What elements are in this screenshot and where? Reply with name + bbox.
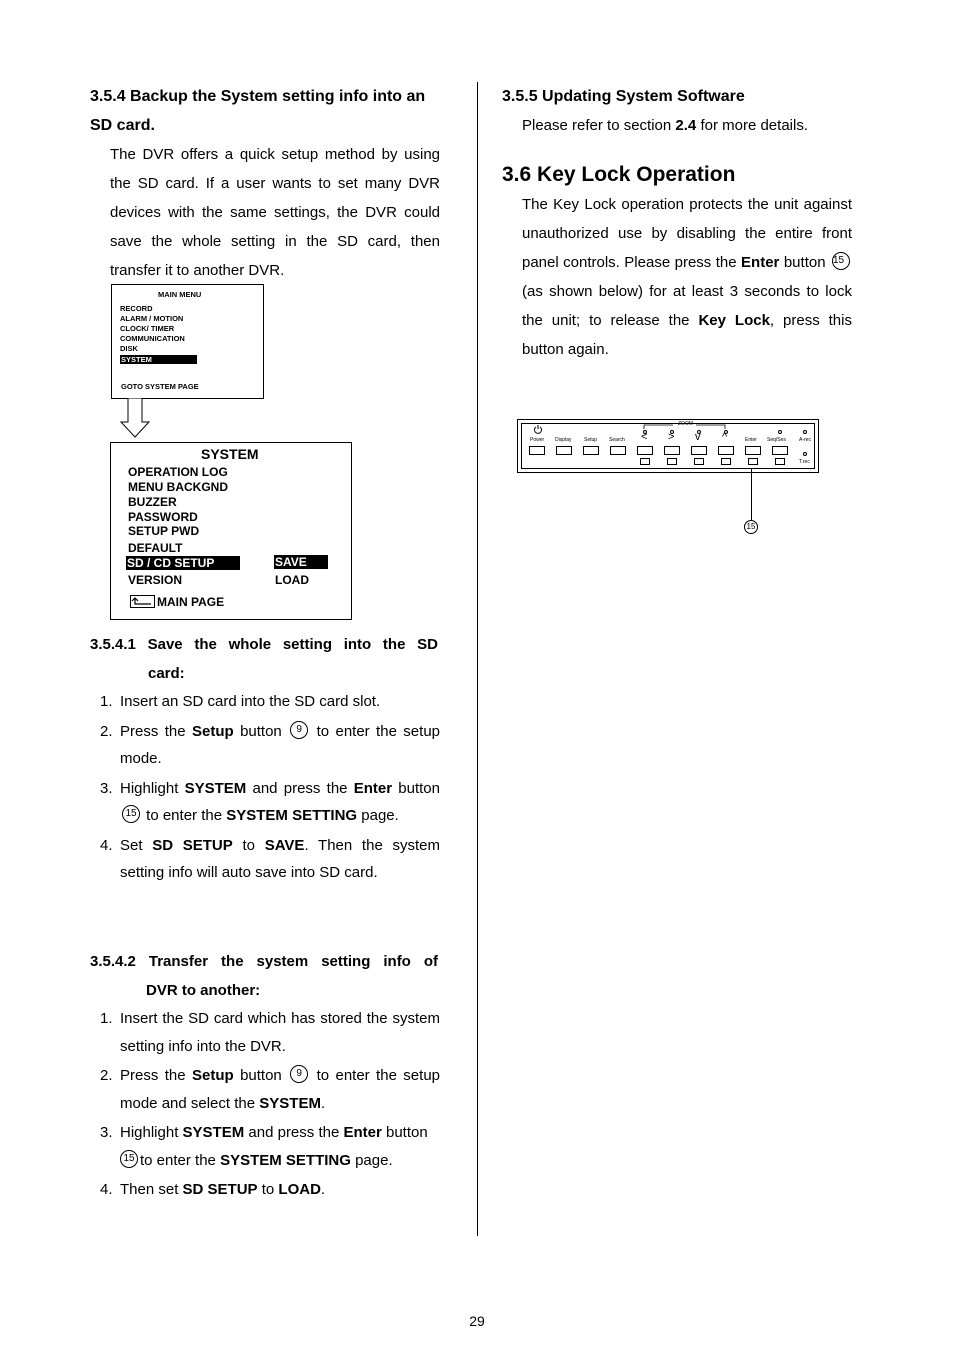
quad3-icon bbox=[694, 458, 704, 465]
label-right: > bbox=[668, 431, 675, 443]
refer-paragraph: Please refer to section 2.4 for more details. bbox=[522, 117, 808, 134]
heading-3-5-4-2-line2: DVR to another: bbox=[146, 982, 261, 999]
system-item-sd-cd-setup: SD / CD SETUP bbox=[126, 556, 240, 570]
enter-button bbox=[745, 446, 761, 455]
label-enter: Enter bbox=[745, 437, 757, 443]
display-button bbox=[556, 446, 572, 455]
list-item: 4. Set SD SETUP to SAVE. Then the system setting info will auto save into SD card. bbox=[100, 836, 440, 881]
label-left: < bbox=[641, 431, 648, 443]
down-button bbox=[691, 446, 707, 455]
system-item-operation-log: OPERATION LOG bbox=[128, 465, 228, 479]
right-button bbox=[664, 446, 680, 455]
heading-3-5-4-1 bbox=[90, 630, 438, 688]
heading-3-5-4-1-line1: 3.5.4.1 Save the whole setting into the SD bbox=[90, 636, 438, 653]
menu-item-communication: COMMUNICATION bbox=[120, 334, 185, 343]
led-indicator bbox=[724, 430, 728, 434]
option-load: LOAD bbox=[275, 573, 309, 587]
system-item-password: PASSWORD bbox=[128, 510, 198, 524]
label-trec: T.rec bbox=[799, 459, 810, 465]
menu-item-record: RECORD bbox=[120, 304, 153, 313]
power-button bbox=[529, 446, 545, 455]
list-item: 3. Highlight SYSTEM and press the Enter button 15 to enter the SYSTEM SETTING page. bbox=[100, 1124, 428, 1169]
label-seq: Seq/Ses bbox=[767, 437, 786, 443]
arrow-down-icon bbox=[120, 398, 150, 438]
system-menu-title: SYSTEM bbox=[201, 446, 259, 462]
intro-paragraph: The DVR offers a quick setup method by using the SD card. If a user wants to set many DVR devices with the same settings, the DVR could save the whole setting in the SD card, then transfer it to another DVR. bbox=[110, 146, 440, 279]
list-item: 1. Insert the SD card which has stored the system setting info into the DVR. bbox=[100, 1010, 440, 1055]
option-save: SAVE bbox=[274, 555, 328, 569]
list-item: 2. Press the Setup button 9 to enter the setup mode and select the SYSTEM. bbox=[100, 1067, 441, 1112]
left-column bbox=[90, 82, 440, 285]
pip-icon bbox=[775, 458, 785, 465]
heading-3-6: 3.6 Key Lock Operation bbox=[502, 163, 736, 186]
callout-leader-line bbox=[751, 469, 752, 520]
main-page-link bbox=[130, 595, 224, 609]
column-divider bbox=[477, 82, 478, 1236]
led-indicator bbox=[778, 430, 782, 434]
button-15-icon: 15 bbox=[122, 805, 140, 823]
menu-item-alarm: ALARM / MOTION bbox=[120, 314, 184, 323]
list-item: 4. Then set SD SETUP to LOAD. bbox=[100, 1181, 326, 1198]
led-indicator bbox=[803, 430, 807, 434]
system-menu-screen bbox=[110, 442, 352, 620]
menu-item-clock: CLOCK/ TIMER bbox=[120, 324, 175, 333]
label-search: Search bbox=[609, 437, 625, 443]
menu-item-system: SYSTEM bbox=[120, 355, 197, 364]
left-button bbox=[637, 446, 653, 455]
list-item: 1. Insert an SD card into the SD card slot. bbox=[100, 693, 381, 710]
zoom-label: ZOOM bbox=[678, 421, 693, 427]
system-item-menu-backgnd: MENU BACKGND bbox=[128, 480, 228, 494]
right-column bbox=[502, 82, 852, 364]
list-item: 2. Press the Setup button 9 to enter the setup mode. bbox=[100, 722, 441, 767]
label-setup: Setup bbox=[584, 437, 598, 443]
led-indicator bbox=[670, 430, 674, 434]
key-lock-paragraph: The Key Lock operation protects the unit against unauthorized use by disabling the entire front panel controls. Please press the Enter button 15 (as shown below) for at least 3 seconds to lock the unit; to release the Key Lock, press this button again. bbox=[522, 196, 852, 358]
quad2-icon bbox=[667, 458, 677, 465]
system-item-setup-pwd: SETUP PWD bbox=[128, 524, 200, 538]
label-down: v bbox=[695, 431, 701, 443]
heading-3-5-4: 3.5.4 Backup the System setting info into an SD card. bbox=[90, 88, 426, 134]
button-15-icon: 15 bbox=[832, 252, 850, 270]
heading-3-5-4-1-line2: card: bbox=[148, 665, 185, 682]
front-panel-diagram bbox=[517, 419, 819, 473]
setup-button bbox=[583, 446, 599, 455]
button-15-icon: 15 bbox=[120, 1150, 138, 1168]
search-button bbox=[610, 446, 626, 455]
power-icon bbox=[533, 424, 543, 434]
quad4-icon bbox=[721, 458, 731, 465]
list-item: 3. Highlight SYSTEM and press the Enter button 15 to enter the SYSTEM SETTING page. bbox=[100, 779, 440, 824]
button-9-icon: 9 bbox=[290, 1065, 308, 1083]
callout-15-icon: 15 bbox=[744, 520, 758, 534]
label-up: ^ bbox=[722, 431, 728, 443]
heading-3-5-4-2-line1: 3.5.4.2 Transfer the system setting info of bbox=[90, 953, 438, 970]
heading-3-5-5: 3.5.5 Updating System Software bbox=[502, 88, 745, 105]
menu-item-disk: DISK bbox=[120, 344, 138, 353]
page-number: 29 bbox=[469, 1313, 485, 1329]
main-page-label: MAIN PAGE bbox=[157, 595, 225, 609]
system-item-buzzer: BUZZER bbox=[128, 495, 177, 509]
up-button bbox=[718, 446, 734, 455]
return-icon bbox=[130, 595, 155, 608]
label-power: Power bbox=[530, 437, 545, 443]
label-arec: A-rec bbox=[799, 437, 811, 443]
quad-all-icon bbox=[748, 458, 758, 465]
transfer-steps-list bbox=[100, 1005, 464, 1206]
led-indicator bbox=[697, 430, 701, 434]
system-item-version: VERSION bbox=[128, 573, 183, 587]
seq-button bbox=[772, 446, 788, 455]
goto-system-page: GOTO SYSTEM PAGE bbox=[121, 382, 199, 391]
save-steps-list bbox=[100, 688, 440, 889]
system-item-default: DEFAULT bbox=[128, 541, 183, 555]
heading-3-5-4-2 bbox=[90, 947, 438, 1005]
button-9-icon: 9 bbox=[290, 721, 308, 739]
quad1-icon bbox=[640, 458, 650, 465]
main-menu-title: MAIN MENU bbox=[158, 290, 202, 299]
label-display: Display bbox=[555, 437, 572, 443]
led-indicator bbox=[643, 430, 647, 434]
main-menu-screen bbox=[111, 284, 264, 399]
led-indicator bbox=[803, 452, 807, 456]
